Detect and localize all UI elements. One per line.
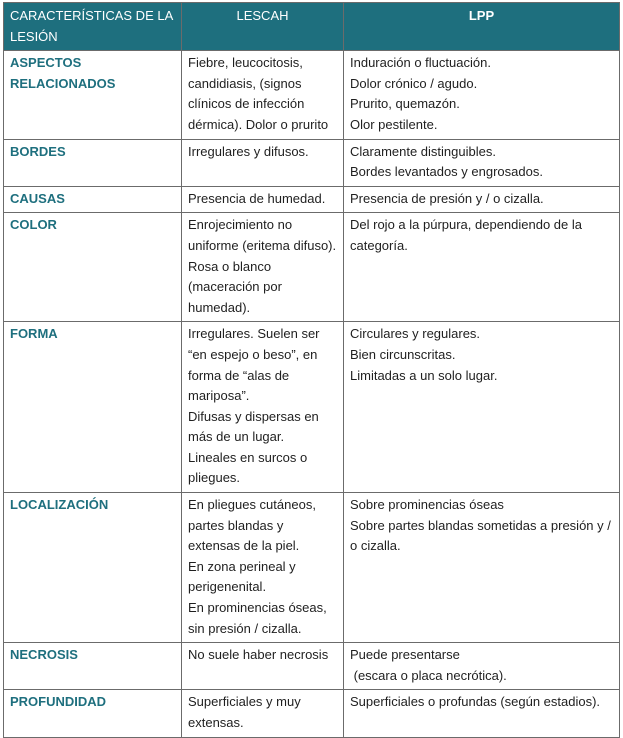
table-row [4,186,620,213]
cell-text: En prominencias óseas, sin presión / cizalla. [188,600,327,636]
table-row [4,213,620,322]
row-label: LOCALIZACIÓN [4,493,182,643]
lpp-cell [344,51,620,139]
lpp-cell [344,643,620,690]
table-row [4,690,620,737]
row-label: CAUSAS [4,186,182,213]
table-row [4,643,620,690]
cell-text: Sobre prominencias óseas [350,497,504,513]
lpp-cell [344,186,620,213]
lpp-cell [344,322,620,493]
cell-text: Bordes levantados y engrosados. [350,164,543,180]
cell-text: En pliegues cutáneos, partes blandas y extensas de la piel. [188,497,316,554]
row-label: ASPECTOS RELACIONADOS [4,51,182,139]
table-row [4,139,620,186]
lpp-cell [344,690,620,737]
cell-text: Dolor crónico / agudo. [350,75,478,91]
cell-text: Lineales en surcos o pliegues. [188,449,308,486]
header-lpp: LPP [344,3,620,51]
lescah-cell [182,186,344,213]
cell-text: Presencia de humedad. [188,190,326,206]
cell-text: Enrojecimiento no uniforme (eritema difuso). Rosa o blanco (maceración por humedad). [188,217,337,315]
cell-text: Induración o fluctuación. [350,55,491,71]
cell-text: Claramente distinguibles. [350,143,496,159]
lescah-cell [182,139,344,186]
row-label: NECROSIS [4,643,182,690]
cell-text: Limitadas a un solo lugar. [350,367,498,383]
lescah-cell [182,493,344,643]
lescah-cell [182,643,344,690]
cell-text: Fiebre, leucocitosis, candidiasis, (signos clínicos de infección dérmica). Dolor o prurito [188,55,329,132]
cell-text: Irregulares y difusos. [188,143,309,159]
table-row [4,493,620,643]
cell-text: Sobre partes blandas sometidas a presión y / o cizalla. [350,517,611,554]
cell-text: Circulares y regulares. [350,326,481,342]
cell-text: Difusas y dispersas en más de un lugar. [188,408,319,445]
cell-text: (escara o placa necrótica). [350,667,507,683]
cell-text: Bien circunscritas. [350,346,456,362]
cell-text: Prurito, quemazón. [350,96,460,112]
cell-text: En zona perineal y perigenenital. [188,558,296,595]
lescah-cell [182,213,344,322]
cell-text: Puede presentarse [350,647,460,663]
lpp-cell [344,213,620,322]
lpp-cell [344,493,620,643]
table-row [4,51,620,139]
lescah-cell [182,322,344,493]
cell-text: Irregulares. Suelen ser “en espejo o beso”, en forma de “alas de mariposa”. [188,326,320,404]
header-caracteristicas: CARACTERÍSTICAS DE LA LESIÓN [4,3,182,51]
header-lescah: LESCAH [182,3,344,51]
cell-text: Olor pestilente. [350,116,438,132]
row-label: PROFUNDIDAD [4,690,182,737]
header-row [4,3,620,51]
cell-text: Superficiales y muy extensas. [188,694,301,730]
lescah-cell [182,690,344,737]
row-label: BORDES [4,139,182,186]
comparison-table [3,2,620,738]
row-label: FORMA [4,322,182,493]
cell-text: No suele haber necrosis [188,647,329,663]
cell-text: Superficiales o profundas (según estadios). [350,694,601,710]
lescah-cell [182,51,344,139]
lpp-cell [344,139,620,186]
table-row [4,322,620,493]
cell-text: Del rojo a la púrpura, dependiendo de la categoría. [350,217,583,253]
cell-text: Presencia de presión y / o cizalla. [350,190,544,206]
row-label: COLOR [4,213,182,322]
